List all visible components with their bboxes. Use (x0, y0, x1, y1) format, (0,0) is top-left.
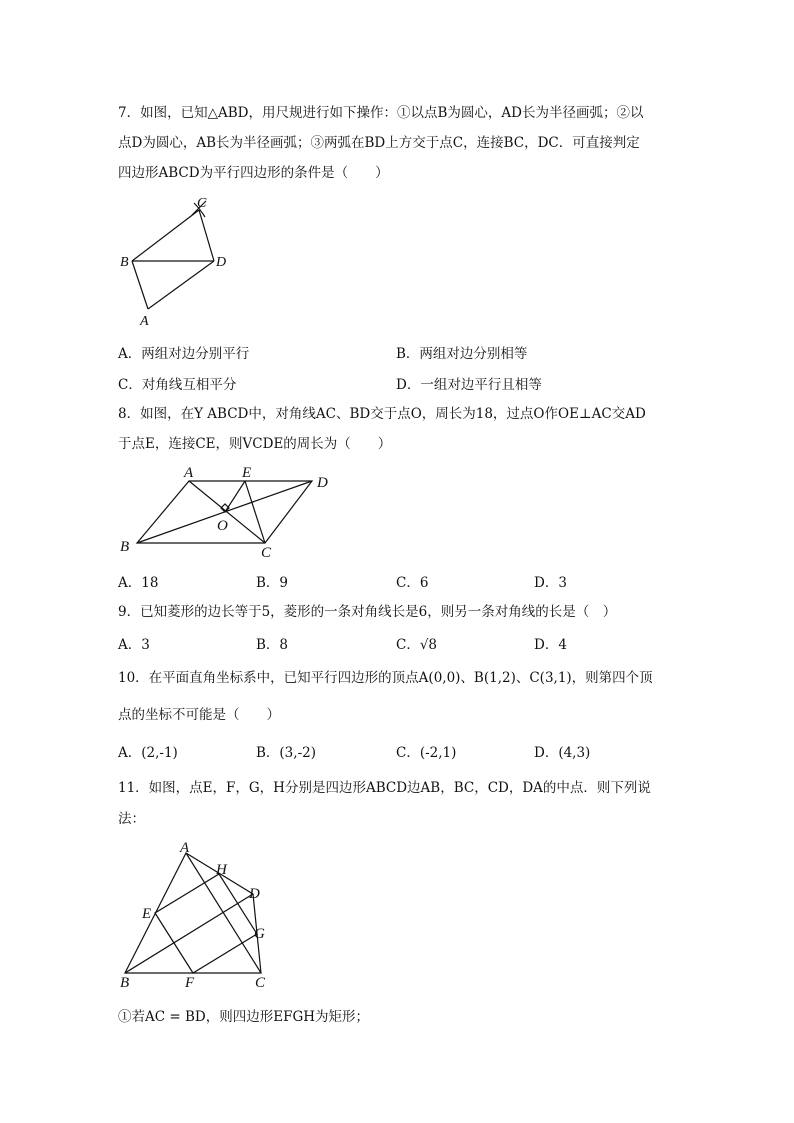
q9-option-c[interactable]: C．√8 (396, 637, 438, 653)
q8-label-e: E (242, 465, 252, 481)
q8-label-d: D (317, 475, 328, 491)
q8-label-o: O (217, 518, 228, 534)
q11-label-d: D (249, 886, 260, 902)
q8-line-1: 8．如图，在Y ABCD中，对角线AC、BD交于点O，周长为18，过点O作OE⊥AC交AD (118, 406, 646, 422)
q7-label-b: B (120, 255, 129, 270)
q7-label-a: A (140, 314, 149, 329)
q7-option-d[interactable]: D．一组对边平行且相等 (396, 377, 542, 393)
q11-label-b: B (120, 975, 130, 991)
q11-line-1: 11．如图，点E，F，G，H分别是四边形ABCD边AB，BC，CD，DA的中点．则下列说 (118, 780, 651, 796)
q11-label-f: F (185, 975, 195, 991)
q10-option-d[interactable]: D．(4,3) (534, 745, 591, 761)
q11-label-g: G (254, 926, 265, 942)
q8-label-c: C (261, 545, 272, 561)
q7-label-c: C (197, 196, 207, 211)
q7-label-d: D (216, 255, 227, 270)
q8-option-b[interactable]: B．9 (256, 575, 289, 591)
q11-figure (112, 838, 282, 993)
q10-option-a[interactable]: A．(2,-1) (118, 745, 178, 761)
q7-option-a[interactable]: A．两组对边分别平行 (118, 346, 250, 362)
q7-figure (110, 195, 250, 330)
q7-option-b[interactable]: B．两组对边分别相等 (396, 346, 528, 362)
q7-option-c[interactable]: C．对角线互相平分 (118, 377, 237, 393)
q11-statement-1: ①若AC = BD，则四边形EFGH为矩形； (118, 1009, 369, 1025)
q8-line-2: 于点E，连接CE，则VCDE的周长为（ ） (118, 436, 392, 452)
q9-option-a[interactable]: A．3 (118, 637, 150, 653)
q8-label-a: A (184, 465, 194, 481)
q8-label-b: B (120, 539, 130, 555)
q9-option-b[interactable]: B．8 (256, 637, 289, 653)
q7-line-3: 四边形ABCD为平行四边形的条件是（ ） (118, 165, 389, 181)
q10-line-2: 点的坐标不可能是（ ） (118, 707, 280, 723)
q11-label-a: A (180, 840, 190, 856)
q9-line-1: 9．已知菱形的边长等于5，菱形的一条对角线长是6，则另一条对角线的长是（ ） (118, 604, 617, 620)
q8-figure (112, 460, 342, 565)
q11-label-h: H (216, 862, 227, 878)
q8-option-d[interactable]: D．3 (534, 575, 567, 591)
q10-option-c[interactable]: C．(-2,1) (396, 745, 457, 761)
q8-option-a[interactable]: A．18 (118, 575, 159, 591)
q11-label-c: C (255, 975, 266, 991)
q10-option-b[interactable]: B．(3,-2) (256, 745, 316, 761)
q9-option-d[interactable]: D．4 (534, 637, 567, 653)
q8-option-c[interactable]: C．6 (396, 575, 429, 591)
q11-label-e: E (142, 906, 152, 922)
q11-line-2: 法： (118, 811, 145, 827)
q7-line-1: 7．如图，已知△ABD，用尺规进行如下操作：①以点B为圆心，AD长为半径画弧；②以 (118, 105, 644, 121)
q7-line-2: 点D为圆心，AB长为半径画弧；③两弧在BD上方交于点C，连接BC，DC．可直接判定 (118, 135, 640, 151)
q10-line-1: 10．在平面直角坐标系中，已知平行四边形的顶点A(0,0)、B(1,2)、C(3,1)，则第四个顶 (118, 670, 653, 686)
